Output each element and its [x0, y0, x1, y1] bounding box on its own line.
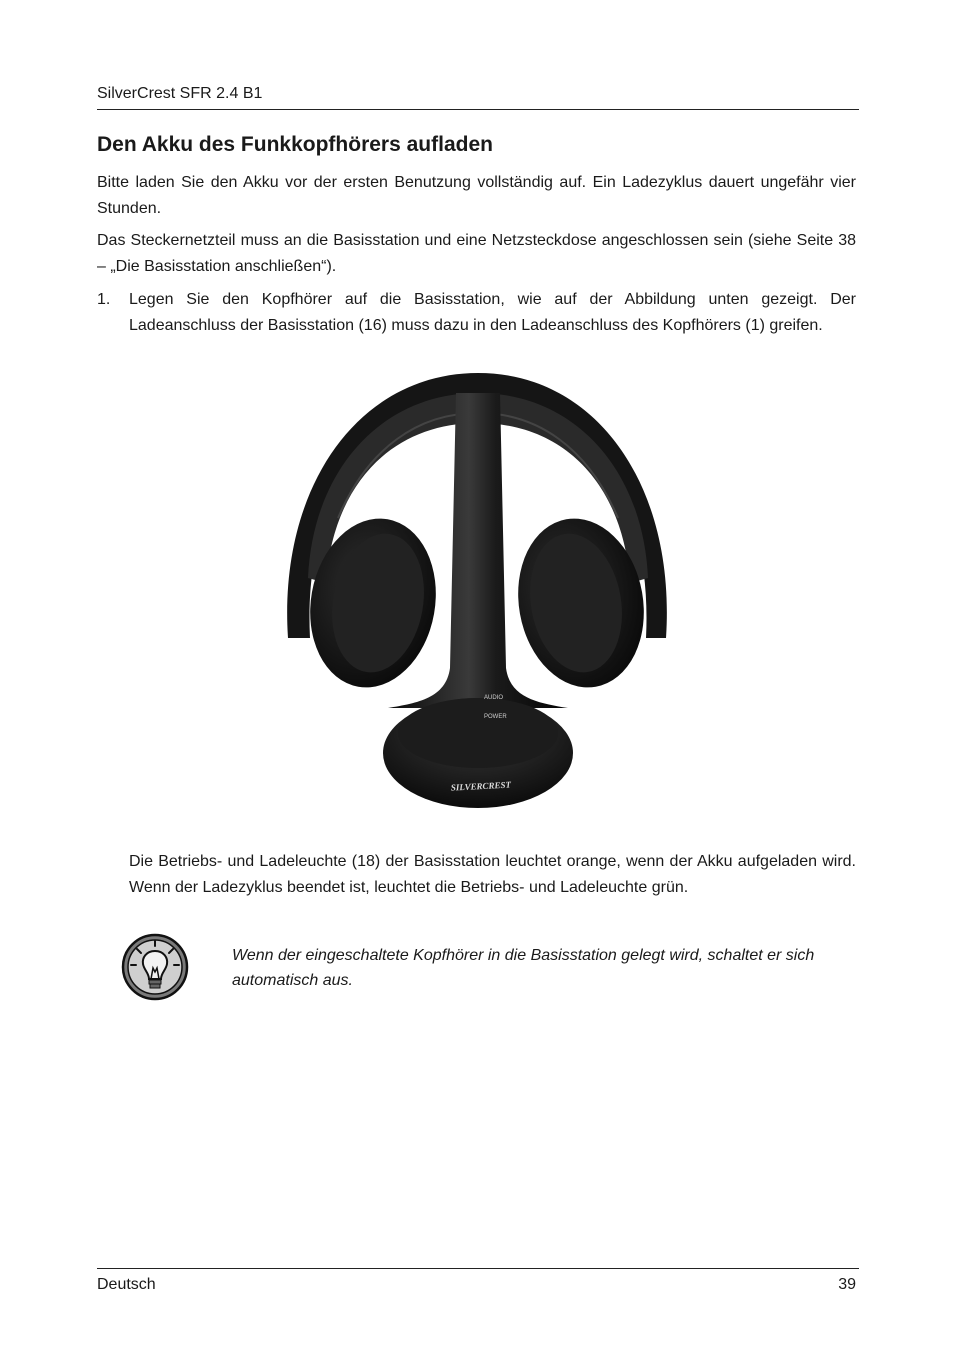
lightbulb-icon [121, 933, 189, 1001]
headphones-on-base-photo [278, 368, 676, 810]
intro-paragraph: Bitte laden Sie den Akku vor der ersten Benutzung vollständig auf. Ein Ladezyklus dauert ungefähr vier Stunden. [97, 174, 856, 217]
header-rule [97, 109, 859, 110]
footer-rule [97, 1268, 859, 1269]
section-title: Den Akku des Funkkopfhörers aufladen [97, 133, 493, 156]
tip-text: Wenn der eingeschaltete Kopfhörer in die Basisstation gelegt wird, schaltet er sich automatisch aus. [232, 947, 815, 989]
power-led-label: POWER [484, 714, 507, 720]
charging-led-paragraph: Die Betriebs- und Ladeleuchte (18) der Basisstation leuchtet orange, wenn der Akku aufgeladen wird. Wenn der Ladezyklus beendet ist, leuchtet die Betriebs- und Ladeleuchte grün. [129, 853, 856, 896]
audio-led-label: AUDIO [484, 695, 504, 701]
brand-logo: SILVERCREST [450, 779, 512, 793]
page-number: 39 [838, 1276, 856, 1293]
step-text: Legen Sie den Kopfhörer auf die Basisstation, wie auf der Abbildung unten gezeigt. Der Ladeanschluss der Basisstation (16) muss dazu in den Ladeanschluss des Kopfhörers (1) greifen. [129, 291, 856, 334]
step-number: 1. [97, 291, 111, 308]
running-header: SilverCrest SFR 2.4 B1 [97, 85, 263, 102]
power-supply-paragraph: Das Steckernetzteil muss an die Basisstation und eine Netzsteckdose angeschlossen sein (siehe Seite 38 – „Die Basisstation anschließen“). [97, 232, 856, 275]
footer-language: Deutsch [97, 1276, 156, 1293]
